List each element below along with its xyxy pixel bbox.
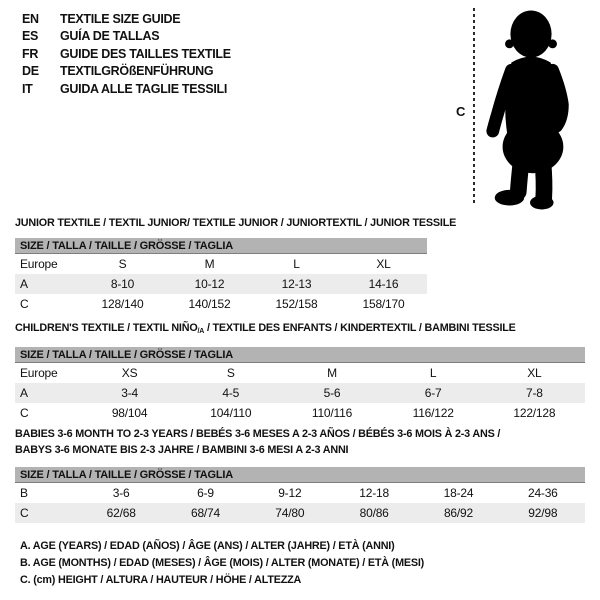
cell: 80/86: [332, 503, 416, 523]
cell: 140/152: [188, 297, 231, 311]
table-row-height: [15, 503, 585, 523]
cell: 5-6: [281, 383, 382, 403]
cell: 12-18: [359, 486, 389, 500]
size-header-label: SIZE / TALLA / TAILLE / GRÖSSE / TAGLIA: [15, 467, 585, 483]
cell: 6-7: [383, 383, 484, 403]
height-measure-dashed-line: [473, 8, 475, 206]
language-code: ES: [22, 29, 39, 44]
table-row-europe: [15, 363, 585, 384]
cell: 158/170: [362, 297, 405, 311]
cell: S: [226, 366, 235, 380]
language-code: IT: [22, 81, 33, 96]
babies-table-title: [15, 426, 500, 458]
language-code: DE: [22, 64, 39, 79]
size-header-row: [15, 467, 585, 483]
table-row-height: [15, 403, 585, 423]
children-title-subscript: /A: [197, 328, 205, 335]
children-size-table: [15, 347, 585, 423]
cell: 7-8: [484, 383, 585, 403]
junior-table-title: JUNIOR TEXTILE / TEXTIL JUNIOR/ TEXTILE JUNIOR / JUNIORTEXTIL / JUNIOR TESSILE: [15, 217, 457, 229]
guide-title-de: TEXTILGRÖßENFÜHRUNG: [60, 64, 214, 79]
table-row-europe: [15, 254, 427, 275]
cell: 6-9: [197, 486, 214, 500]
cell: M: [327, 366, 337, 380]
cell: 14-16: [340, 274, 427, 294]
language-row-en: [22, 11, 231, 28]
legend-line-a: A. AGE (YEARS) / EDAD (AÑOS) / ÂGE (ANS) / ALTER (JAHRE) / ETÀ (ANNI): [20, 540, 395, 552]
row-label: C: [20, 406, 29, 420]
babies-size-table: [15, 467, 585, 523]
cell: 9-12: [278, 486, 302, 500]
height-measure-label: C: [456, 104, 466, 119]
table-row-height: [15, 294, 427, 314]
legend-line-b: B. AGE (MONTHS) / EDAD (MESES) / ÂGE (MOIS) / ALTER (MONATE) / ETÀ (MESI): [20, 557, 425, 570]
cell: 68/74: [163, 503, 247, 523]
row-label: C: [15, 503, 79, 523]
children-table-title: [15, 320, 516, 338]
language-header: [22, 11, 231, 98]
size-header-row: [15, 238, 427, 254]
children-title-rest: / TEXTILE DES ENFANTS / KINDERTEXTIL / BAMBINI TESSILE: [204, 322, 516, 334]
cell: XL: [527, 366, 542, 380]
table-row-age-months: [15, 483, 585, 504]
table-row-age-years: [15, 274, 427, 294]
cell: 86/92: [416, 503, 500, 523]
cell: XS: [121, 366, 138, 380]
cell: L: [429, 366, 437, 380]
cell: 128/140: [101, 297, 144, 311]
language-row-fr: [22, 46, 231, 63]
guide-title-fr: GUIDE DES TAILLES TEXTILE: [60, 46, 231, 61]
cell: 74/80: [248, 503, 332, 523]
cell: 122/128: [513, 406, 556, 420]
size-header-row: [15, 347, 585, 363]
children-title-main: CHILDREN'S TEXTILE / TEXTIL NIÑO: [15, 322, 198, 334]
row-label: Europe: [20, 257, 58, 271]
cell: M: [204, 257, 215, 271]
size-header-label: SIZE / TALLA / TAILLE / GRÖSSE / TAGLIA: [15, 238, 427, 254]
size-header-label: SIZE / TALLA / TAILLE / GRÖSSE / TAGLIA: [15, 347, 585, 363]
babies-title-line1: BABIES 3-6 MONTH TO 2-3 YEARS / BEBÉS 3-6 MESES A 2-3 AÑOS / BÉBÉS 3-6 MOIS À 2-3 ANS /: [15, 428, 501, 440]
cell: 104/110: [210, 406, 252, 420]
guide-title-en: TEXTILE SIZE GUIDE: [60, 12, 181, 26]
cell: L: [293, 257, 300, 271]
language-row-de: [22, 63, 231, 80]
cell: 3-6: [112, 486, 130, 500]
cell: 110/116: [311, 406, 353, 420]
language-row-es: [22, 28, 231, 45]
babies-title-line2: BABYS 3-6 MONATE BIS 2-3 JAHRE / BAMBINI 3-6 MESI A 2-3 ANNI: [15, 444, 349, 456]
language-code: EN: [22, 12, 39, 26]
cell: S: [118, 257, 127, 271]
cell: 10-12: [166, 274, 253, 294]
cell: 3-4: [79, 383, 180, 403]
cell: 116/122: [412, 406, 454, 420]
cell: 4-5: [180, 383, 281, 403]
table-row-age-years: [15, 383, 585, 403]
cell: 92/98: [501, 503, 585, 523]
legend: [20, 538, 424, 590]
cell: 24-36: [527, 486, 558, 500]
guide-title-es: GUÍA DE TALLAS: [60, 29, 160, 44]
guide-title-it: GUIDA ALLE TAGLIE TESSILI: [60, 81, 228, 96]
language-code: FR: [22, 46, 39, 61]
row-label: C: [20, 297, 29, 311]
cell: 98/104: [111, 406, 148, 420]
cell: 62/68: [79, 503, 163, 523]
language-row-it: [22, 81, 231, 98]
row-label: A: [15, 274, 79, 294]
row-label: B: [20, 486, 28, 500]
row-label: A: [15, 383, 79, 403]
cell: 8-10: [79, 274, 166, 294]
cell: 18-24: [443, 486, 474, 500]
cell: 152/158: [275, 297, 318, 311]
junior-size-table: [15, 238, 427, 314]
cell: 12-13: [253, 274, 340, 294]
legend-line-c: C. (cm) HEIGHT / ALTURA / HAUTEUR / HÖHE / ALTEZZA: [20, 574, 302, 587]
cell: XL: [376, 257, 391, 271]
toddler-silhouette: [482, 3, 580, 215]
row-label: Europe: [20, 366, 58, 380]
